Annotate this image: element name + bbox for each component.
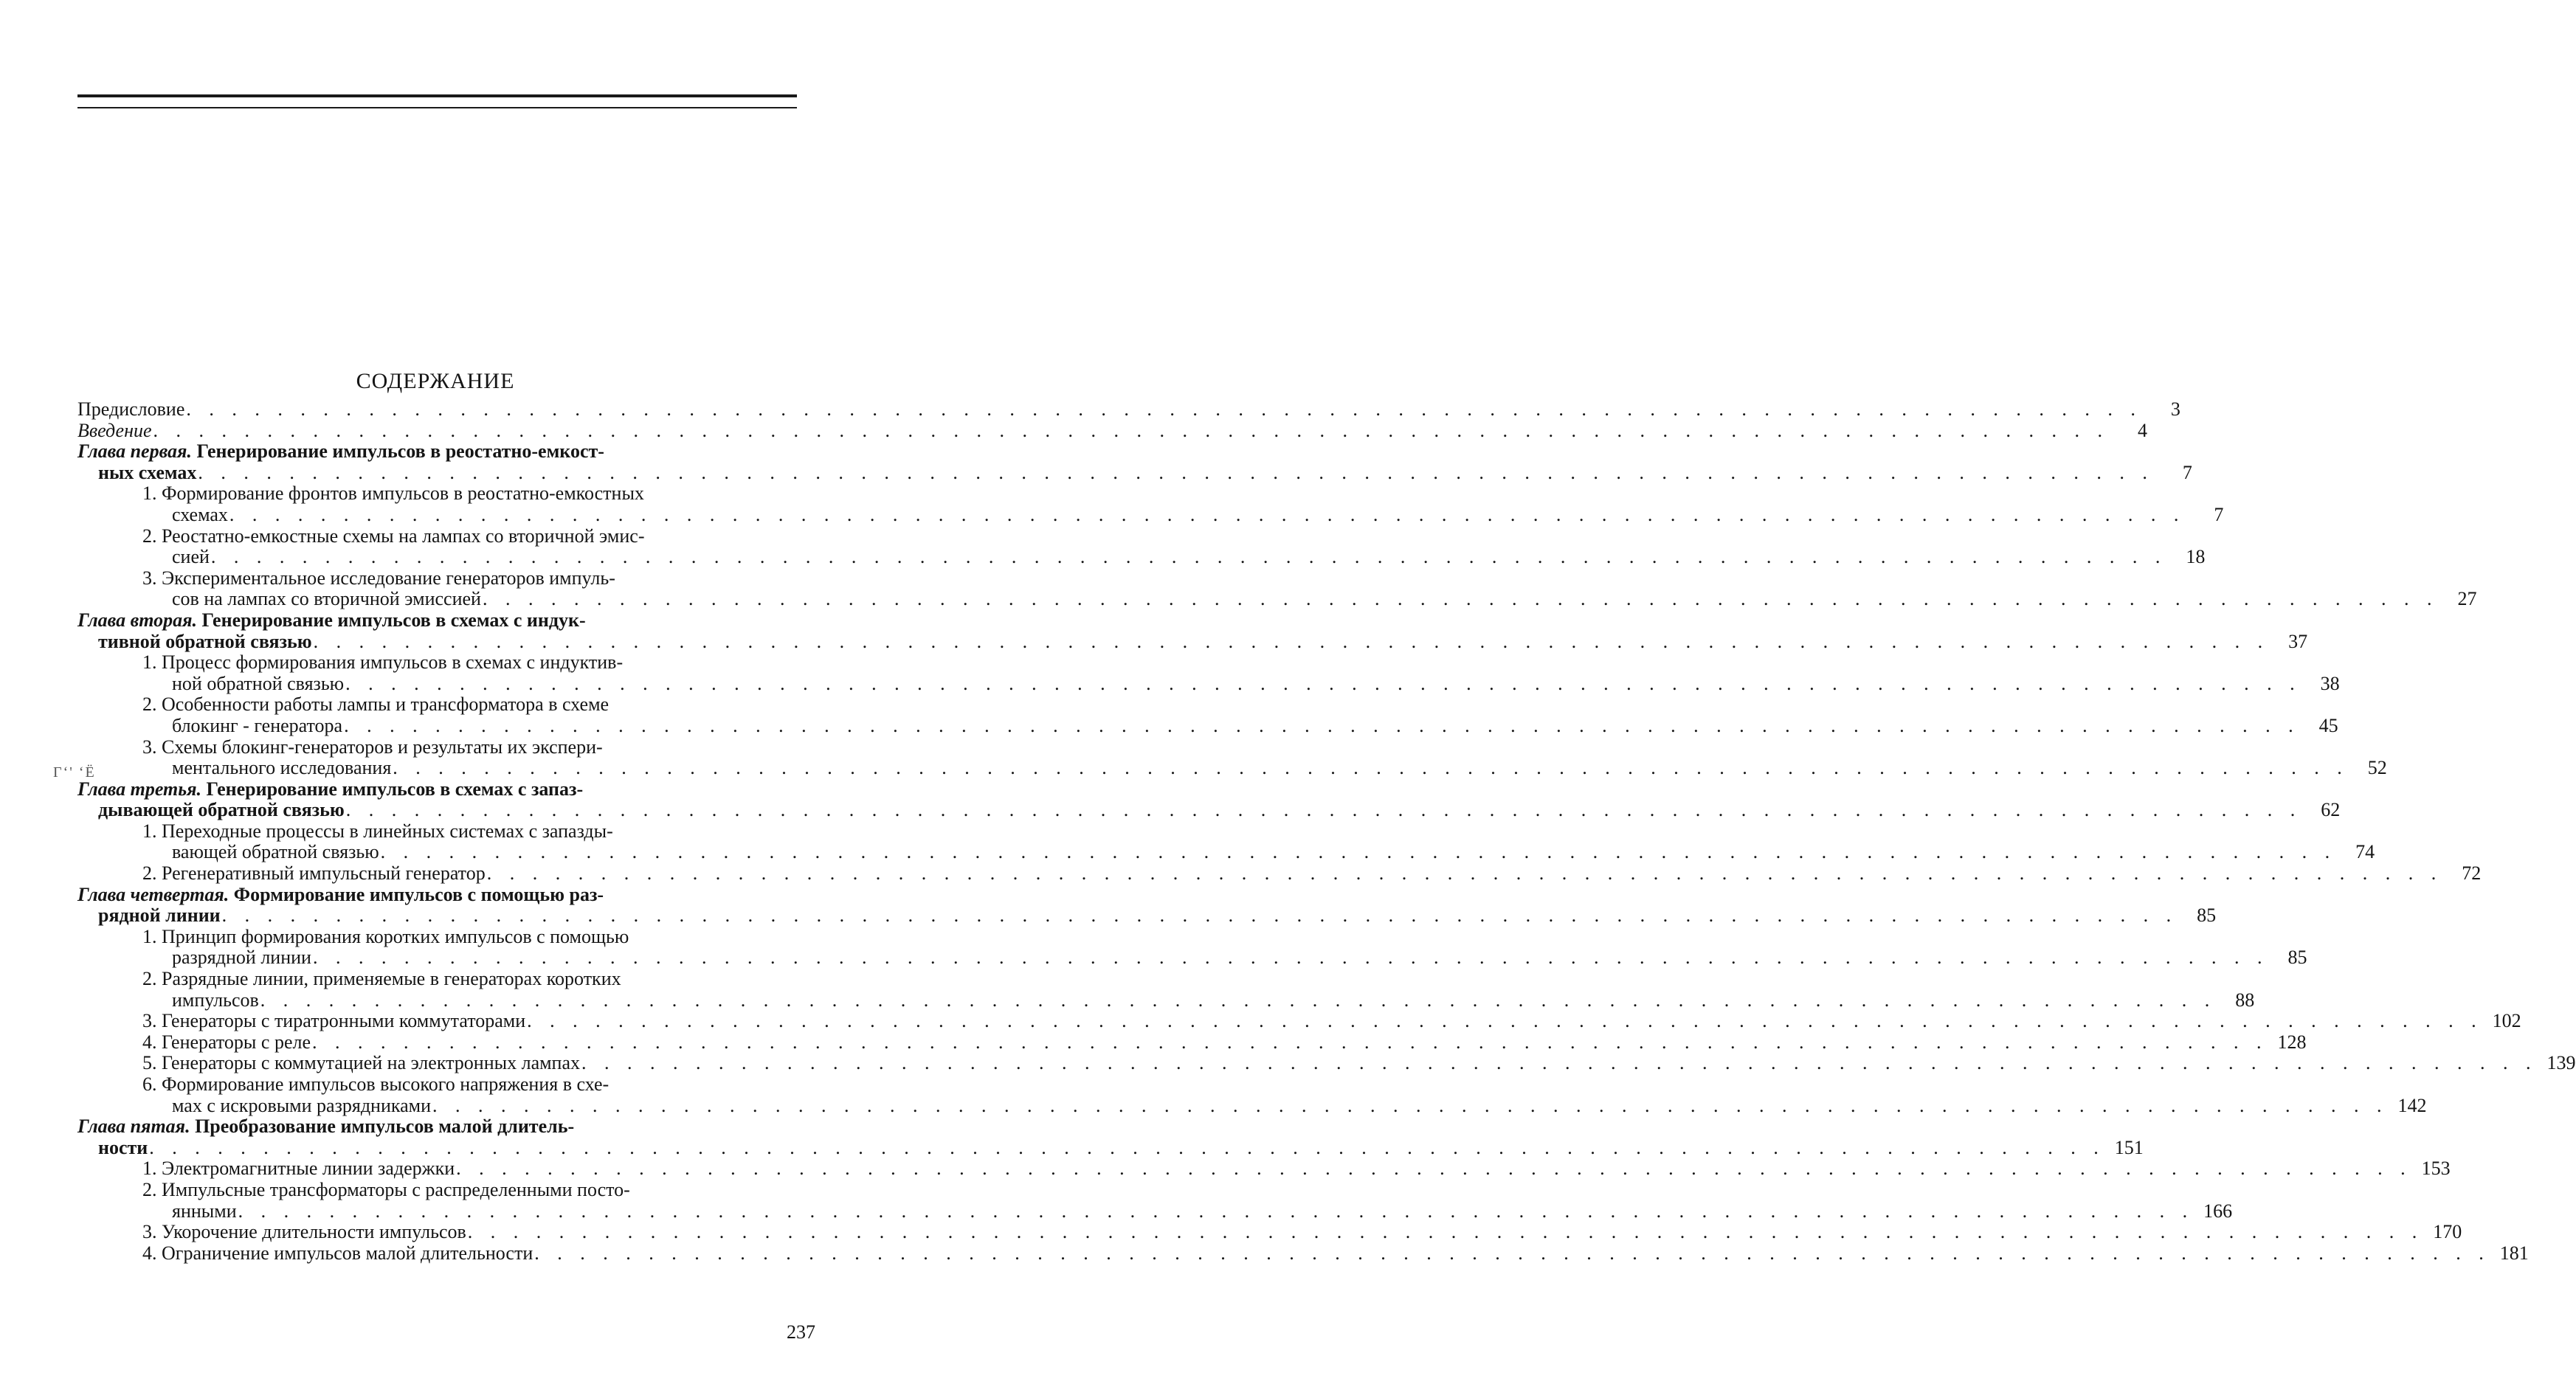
toc-entry-section[interactable] [77,1052,2576,1074]
dot-leader [222,905,2178,927]
dot-leader [393,758,2349,779]
toc-entry-chapter[interactable] [77,609,2308,652]
toc-entry-section[interactable] [77,736,2387,779]
chapter-title: дывающей обратной связью [98,799,345,821]
toc-page-number: 52 [2367,757,2387,779]
toc-line [77,1052,2576,1074]
toc-entry-plain[interactable] [77,398,2180,421]
toc-page-number: 3 [2170,398,2180,420]
toc-entry-text [142,1222,466,1243]
toc-line [77,1221,2462,1243]
toc-entry-text [142,1074,842,1096]
section-number: 3. [142,567,157,589]
toc-entry-text [142,927,842,948]
section-number: 1. [142,1158,157,1180]
toc-entry-text [142,526,842,547]
toc-entry-section[interactable] [77,1010,2521,1032]
section-title: Экспериментальное исследование генераторов импуль- [162,567,615,589]
entry-title: разрядной линии [172,947,311,969]
toc-entry-text [172,505,228,526]
chapter-label: Глава первая. [77,440,192,463]
section-number: 6. [142,1073,157,1095]
toc-page-number: 181 [2499,1242,2529,1264]
toc-entry-text [98,463,196,484]
toc-entry-text [142,483,842,505]
toc-entry-text [98,905,221,927]
toc-line [77,1074,880,1096]
toc-entry-section[interactable] [77,1221,2462,1243]
toc-entry-text [98,800,345,821]
toc-entry-plain[interactable] [77,419,2148,442]
toc-entry-section[interactable] [77,1031,2307,1054]
toc-line [77,1094,2427,1117]
dot-leader [456,1158,2412,1180]
toc-entry-chapter[interactable] [77,1116,2144,1158]
toc-entry-section[interactable] [77,1158,2451,1180]
toc-entry-text [172,1201,237,1222]
toc-entry-text [142,821,842,843]
entry-title: ментального исследования [172,757,392,779]
toc-page-number: 85 [2197,905,2217,927]
entry-title: схемах [172,503,228,525]
section-title: Процесс формирования импульсов в схемах с индуктив- [162,651,624,674]
toc-page-number: 7 [2214,503,2224,525]
toc-entry-text [172,547,210,568]
top-rule-thin [77,107,797,108]
chapter-label: Глава четвертая. [77,883,229,905]
chapter-label: Глава третья. [77,778,202,800]
toc-page-number: 170 [2433,1221,2462,1243]
section-number: 1. [142,820,157,842]
chapter-title: Преобразование импульсов малой длитель- [195,1116,575,1138]
dot-leader [527,1011,2483,1032]
toc-line [77,461,2192,484]
chapter-title: Генерирование импульсов в реостатно-емкост- [196,440,604,463]
dot-leader [468,1222,2424,1243]
toc-entry-text [77,399,184,421]
section-title: Особенности работы лампы и трансформатора в схеме [162,694,610,716]
chapter-title: Генерирование импульсов в схемах с запаз- [206,778,584,800]
toc-line [77,419,2148,442]
toc-line [77,546,2206,568]
toc-page-number: 18 [2186,546,2206,568]
section-title: Электромагнитные линии задержки [162,1158,455,1180]
dot-leader [483,589,2439,610]
toc-line [77,1010,2521,1032]
entry-title: блокинг - генератора [172,714,343,736]
toc-entry-text [77,885,777,906]
toc-line [77,1180,880,1201]
entry-title: янными [172,1200,237,1222]
toc-page-number: 85 [2287,947,2307,969]
toc-page-number: 139 [2546,1052,2576,1074]
toc-entry-text [142,863,486,885]
toc-line [77,1158,2451,1180]
toc-line [77,652,880,674]
toc-line [77,441,815,463]
section-title: Укорочение длительности импульсов [162,1221,466,1243]
toc-entry-text [172,842,379,863]
chapter-label: Глава вторая. [77,609,197,631]
toc-entry-section[interactable] [77,694,2338,736]
dot-leader [229,505,2186,526]
entry-title: Введение [77,419,152,441]
toc-page-number: 166 [2203,1200,2233,1222]
section-title: Генераторы с реле [162,1031,311,1053]
toc-entry-text [142,1180,842,1201]
toc-entry-section[interactable] [77,1242,2529,1265]
toc-line [77,969,880,990]
section-number: 4. [142,1031,157,1053]
toc-line [77,799,2341,821]
toc-line [77,737,880,758]
section-title: Генераторы с тиратронными коммутаторами [162,1010,526,1032]
toc-line [77,927,880,948]
top-rule-thick [77,94,797,97]
toc-entry-text [77,779,777,800]
dot-leader [149,1138,2105,1159]
toc-entry-text [172,716,342,737]
toc-line [77,398,2180,421]
chapter-label: Глава пятая. [77,1116,190,1138]
dot-leader [314,632,2270,653]
section-number: 2. [142,968,157,990]
entry-title: вающей обратной связью [172,841,379,863]
toc-line [77,714,2338,737]
toc-page-number: 7 [2182,461,2192,483]
toc-entry-section[interactable] [77,968,2255,1011]
toc-page-number: 142 [2397,1094,2427,1116]
toc-line [77,947,2307,969]
toc-page-number: 37 [2288,630,2308,652]
dot-leader [312,1032,2268,1054]
dot-leader [238,1201,2195,1222]
toc-page-number: 74 [2355,841,2375,863]
toc-line [77,526,880,547]
toc-page-number: 151 [2114,1136,2144,1158]
toc-entry-text [98,632,312,653]
toc-entry-text [142,694,842,716]
toc-line [77,779,815,800]
toc-page-number: 27 [2457,588,2477,610]
section-number: 2. [142,525,157,547]
toc-entry-text [77,1116,777,1138]
dot-leader [313,947,2269,969]
dot-leader [534,1243,2490,1265]
dot-leader [432,1096,2389,1117]
section-title: Переходные процессы в линейных системах с запазды- [162,820,613,842]
toc-line [77,989,2255,1011]
entry-title: сов на лампах со вторичной эмиссией [172,588,481,610]
toc-entry-text [142,1158,455,1180]
toc-line [77,1136,2144,1159]
toc-line [77,757,2387,779]
section-number: 2. [142,1178,157,1200]
toc-page-number: 62 [2321,799,2341,821]
toc-entry-text [142,1032,311,1054]
toc-line [77,694,880,716]
toc-entry-section[interactable] [77,525,2206,568]
section-title: Разрядные линии, применяемые в генераторах коротких [162,968,621,990]
dot-leader [186,399,2142,421]
section-title: Ограничение импульсов малой длительности [162,1242,533,1264]
section-number: 1. [142,925,157,947]
toc-line [77,588,2477,610]
chapter-title: ных схемах [98,461,197,483]
section-number: 1. [142,482,157,505]
toc-page-number: 4 [2138,419,2148,441]
section-title: Реостатно-емкостные схемы на лампах со вторичной эмис- [162,525,645,547]
section-title: Импульсные трансформаторы с распределенными посто- [162,1178,630,1200]
toc-entry-text [142,1053,580,1074]
section-number: 2. [142,694,157,716]
toc-entry-text [172,674,344,695]
table-of-contents [77,398,2576,1264]
section-number: 3. [142,1010,157,1032]
toc-entry-chapter[interactable] [77,778,2341,821]
toc-line [77,862,2482,885]
toc-page-number: 153 [2421,1158,2451,1180]
toc-line [77,1200,2233,1222]
toc-line [77,885,815,906]
chapter-title: тивной обратной связью [98,630,312,652]
toc-line [77,672,2340,695]
toc-page-number: 88 [2235,989,2255,1011]
toc-line [77,1242,2529,1265]
toc-line [77,568,880,589]
dot-leader [345,674,2302,695]
section-number: 4. [142,1242,157,1264]
dot-leader [153,421,2110,442]
toc-entry-chapter[interactable] [77,883,2217,927]
dot-leader [211,547,2167,568]
chapter-title: Формирование импульсов с помощью раз- [233,883,604,905]
toc-page-number: 128 [2277,1031,2307,1053]
section-number: 3. [142,736,157,758]
toc-line [77,610,815,632]
toc-line [77,1031,2307,1054]
toc-entry-text [172,947,311,969]
section-number: 2. [142,862,157,885]
toc-line [77,821,880,843]
toc-entry-section[interactable] [77,651,2340,694]
toc-line [77,1116,815,1138]
toc-line [77,841,2375,863]
toc-page-number: 45 [2318,714,2338,736]
toc-entry-text [172,1096,431,1117]
entry-title: Предисловие [77,398,185,420]
toc-entry-section[interactable] [77,925,2307,969]
toc-entry-section[interactable] [77,1178,2233,1222]
section-number: 3. [142,1221,157,1243]
dot-leader [487,863,2443,885]
toc-entry-chapter[interactable] [77,440,2192,483]
toc-entry-text [172,758,391,779]
toc-entry-text [172,589,481,610]
toc-page-number: 72 [2462,862,2482,885]
toc-entry-section[interactable] [77,820,2375,863]
section-number: 1. [142,651,157,674]
entry-title: мах с искровыми разрядниками [172,1094,432,1116]
toc-entry-text [77,610,777,632]
dot-leader [346,800,2302,821]
toc-line [77,483,880,505]
section-title: Регенеративный импульсный генератор [162,862,486,885]
section-title: Принцип формирования коротких импульсов с помощью [162,925,629,947]
chapter-title: Генерирование импульсов в схемах с индук- [201,609,586,631]
entry-title: ной обратной связью [172,672,345,694]
toc-entry-section[interactable] [77,1073,2427,1116]
toc-entry-section[interactable] [77,567,2477,610]
chapter-title: рядной линии [98,905,221,927]
toc-entry-text [142,568,842,589]
dot-leader [581,1053,2538,1074]
margin-stamp: Г‘' ‘Ё [53,764,96,781]
toc-line [77,503,2224,526]
section-title: Генераторы с коммутацией на электронных лампах [162,1052,581,1074]
toc-page-number: 102 [2492,1010,2521,1032]
toc-entry-text [142,1011,525,1032]
toc-line [77,630,2308,653]
section-title: Формирование импульсов высокого напряжения в схе- [162,1073,610,1095]
toc-entry-text [142,737,842,758]
entry-title: импульсов [172,989,259,1011]
dot-leader [344,716,2300,737]
toc-entry-text [142,1243,533,1265]
dot-leader [198,463,2154,484]
toc-entry-section[interactable] [77,862,2482,885]
dot-leader [260,990,2217,1011]
section-title: Схемы блокинг-генераторов и результаты их экспери- [162,736,603,758]
chapter-title: ности [98,1136,148,1158]
section-number: 5. [142,1052,157,1074]
toc-line [77,905,2217,927]
toc-entry-text [98,1138,148,1159]
toc-entry-text [77,421,152,442]
toc-entry-text [142,969,842,990]
toc-entry-text [172,990,259,1011]
toc-entry-text [77,441,777,463]
toc-page-number: 38 [2320,672,2340,694]
page-number: 237 [787,1321,815,1343]
toc-entry-text [142,652,842,674]
page-title: СОДЕРЖАНИЕ [356,369,515,393]
entry-title: сией [172,546,210,568]
dot-leader [381,842,2337,863]
section-title: Формирование фронтов импульсов в реостатно-емкостных [162,482,644,505]
toc-entry-section[interactable] [77,482,2224,525]
